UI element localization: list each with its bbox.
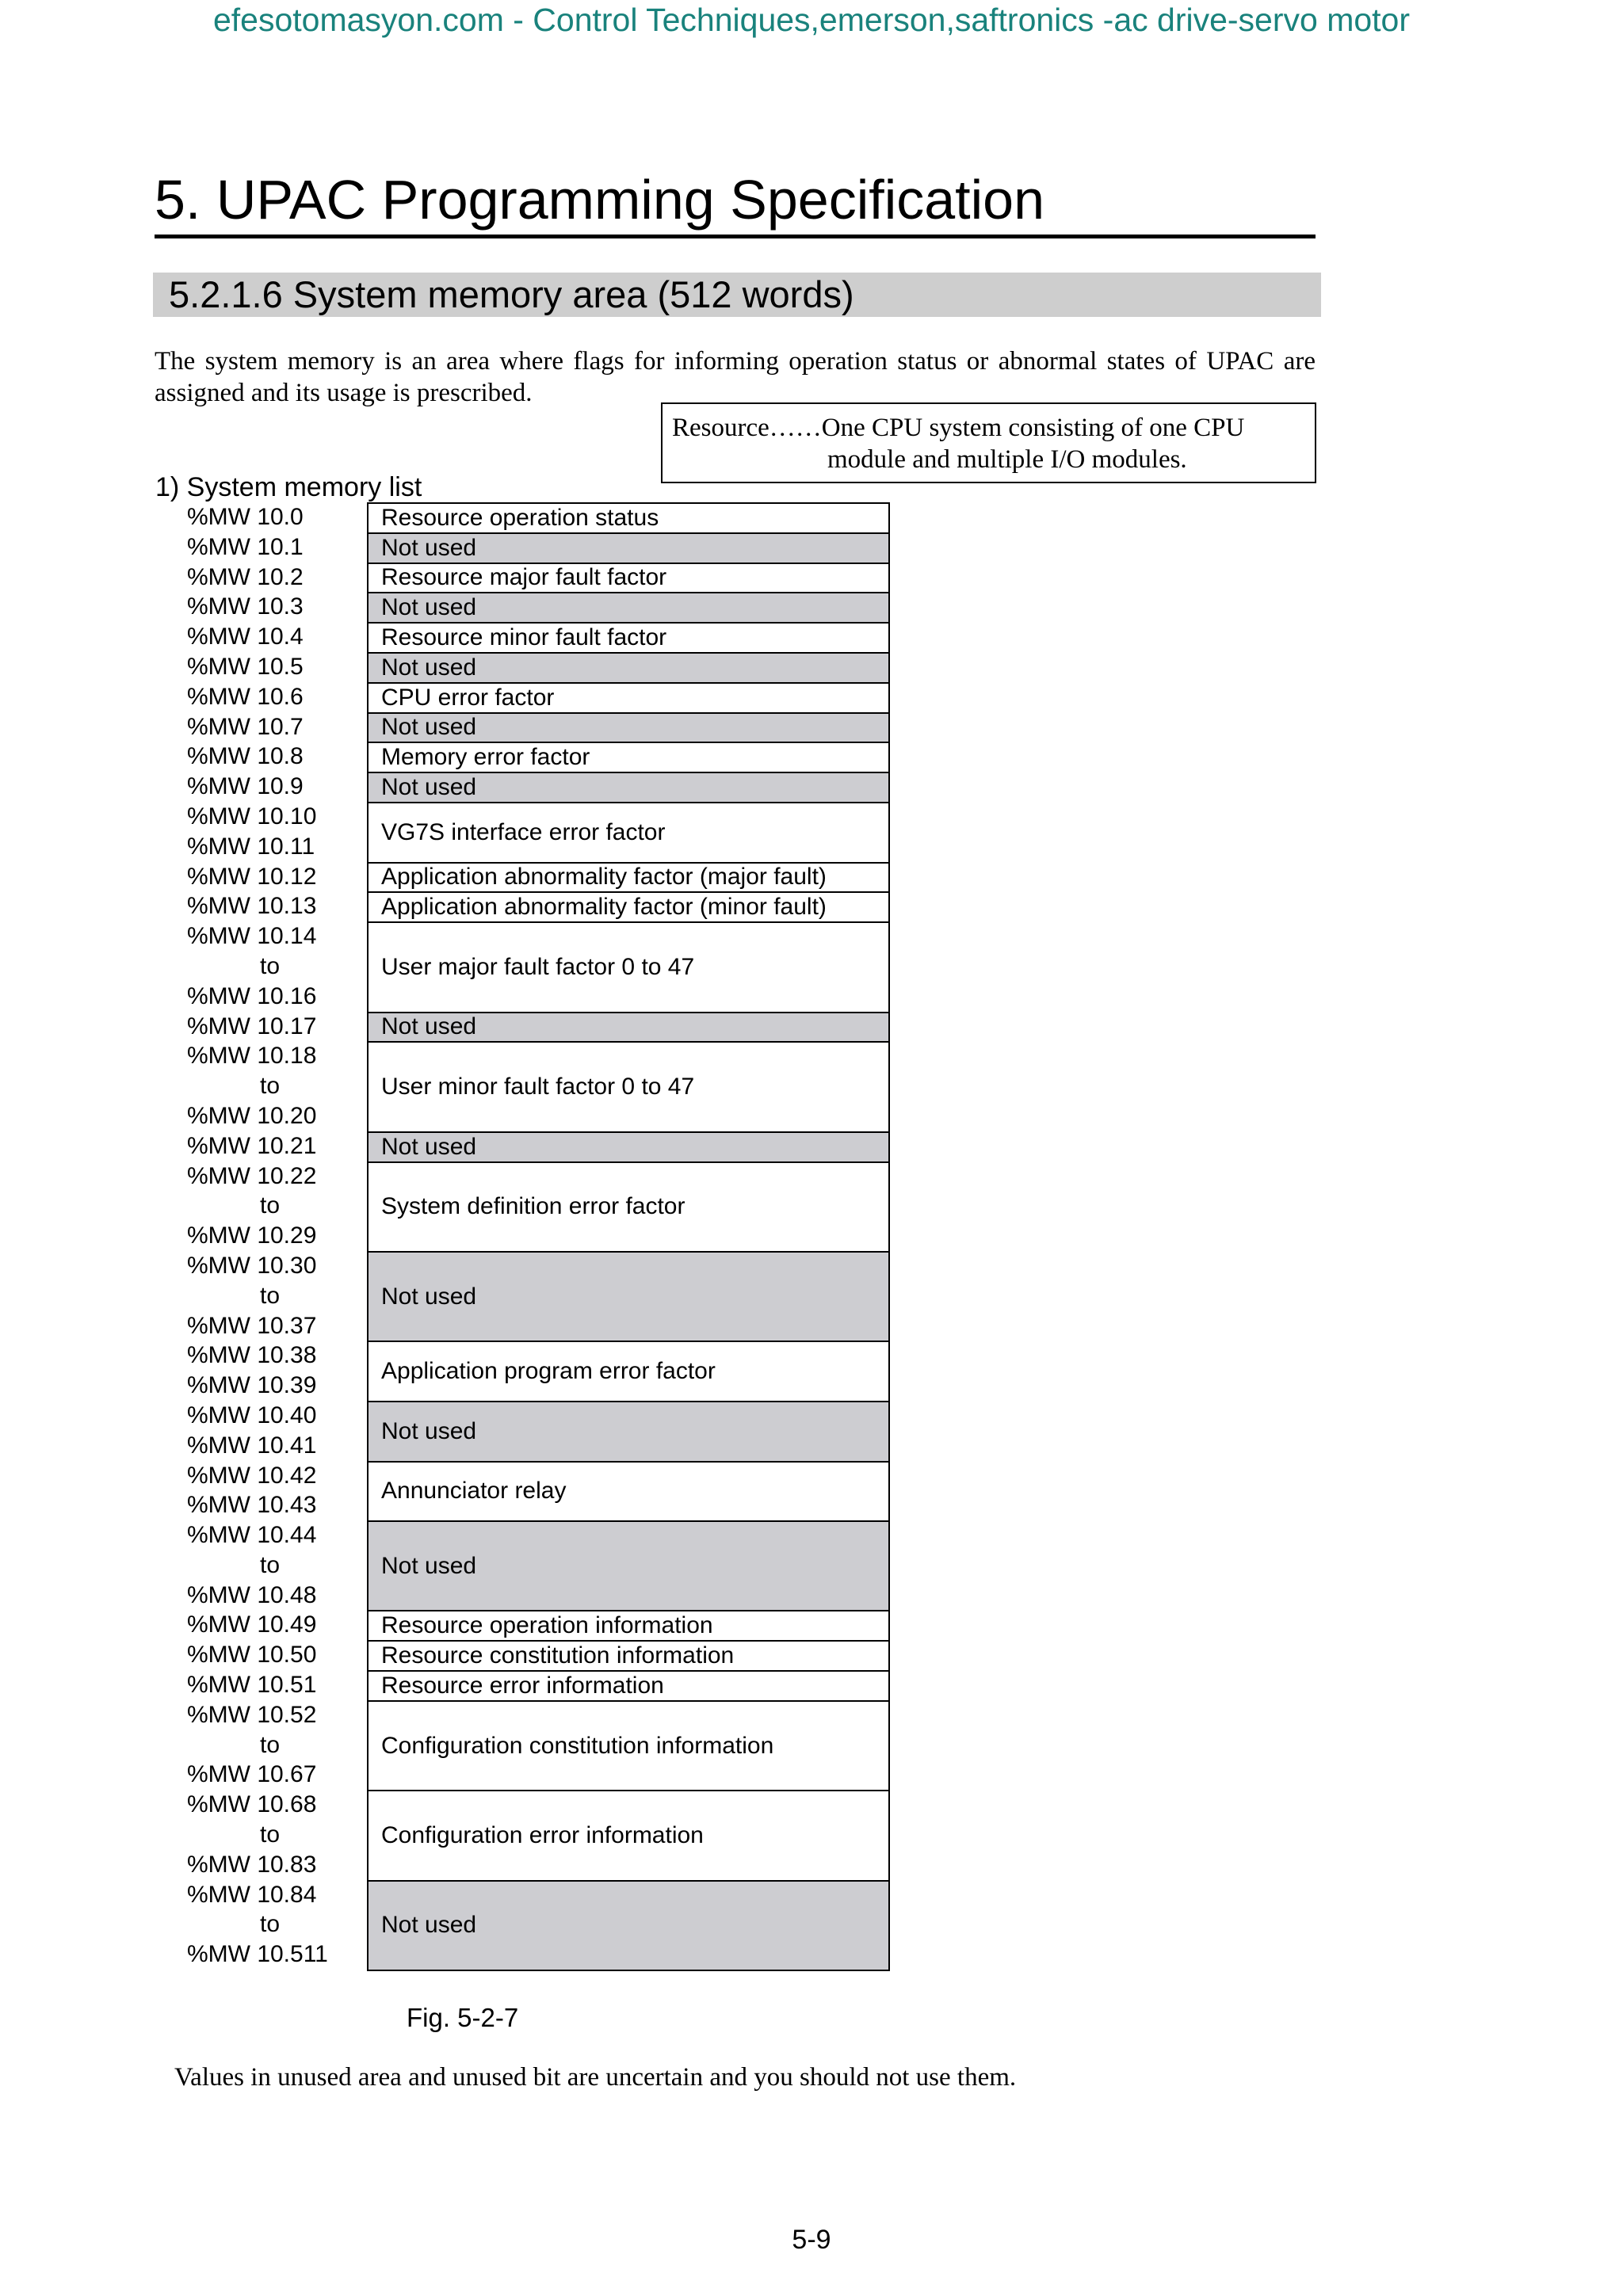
footnote: Values in unused area and unused bit are uncertain and you should not use them. [174, 2063, 1017, 2092]
row-description: Configuration error information [381, 1821, 704, 1848]
table-row-unused [367, 1253, 890, 1342]
address-label: to [260, 1731, 281, 1758]
row-description: Not used [381, 774, 477, 801]
table-row-unused [367, 1882, 890, 1971]
address-label: to [260, 1551, 281, 1578]
address-label: %MW 10.52 [187, 1701, 317, 1728]
row-description: Not used [381, 654, 477, 681]
table-row [367, 684, 890, 714]
address-label: %MW 10.48 [187, 1581, 317, 1608]
address-label: %MW 10.511 [187, 1941, 328, 1968]
table-row [367, 1463, 890, 1523]
table-row-unused [367, 1402, 890, 1463]
address-label: %MW 10.0 [187, 504, 304, 530]
address-label: %MW 10.9 [187, 773, 304, 800]
row-description: Not used [381, 1552, 477, 1579]
section-heading: 5.2.1.6 System memory area (512 words) [153, 273, 1321, 317]
address-label: %MW 10.83 [187, 1851, 317, 1878]
address-label: to [260, 1073, 281, 1100]
row-description: Application abnormality factor (minor fault) [381, 894, 827, 921]
resource-note-box [661, 402, 1316, 483]
address-label: %MW 10.12 [187, 863, 317, 890]
row-description: Not used [381, 1283, 477, 1310]
address-label: %MW 10.6 [187, 683, 304, 710]
address-label: %MW 10.16 [187, 982, 317, 1009]
row-description: VG7S interface error factor [381, 818, 666, 845]
row-description: Not used [381, 1013, 477, 1040]
table-row-unused [367, 1013, 890, 1043]
row-description: Configuration constitution information [381, 1732, 774, 1759]
table-row [367, 1611, 890, 1642]
address-label: %MW 10.38 [187, 1342, 317, 1369]
table-row [367, 1642, 890, 1672]
table-row-unused [367, 593, 890, 624]
address-label: %MW 10.42 [187, 1462, 317, 1489]
row-description: Application abnormality factor (major fault) [381, 864, 827, 891]
address-label: %MW 10.1 [187, 533, 304, 560]
address-label: %MW 10.30 [187, 1252, 317, 1279]
address-label: %MW 10.50 [187, 1642, 317, 1669]
table-row [367, 1791, 890, 1881]
address-label: to [260, 1192, 281, 1219]
address-label: to [260, 1911, 281, 1938]
address-label: %MW 10.10 [187, 803, 317, 830]
row-description: Not used [381, 1417, 477, 1444]
address-label: %MW 10.5 [187, 653, 304, 680]
table-row-unused [367, 654, 890, 684]
row-description: CPU error factor [381, 684, 555, 711]
row-description: Not used [381, 594, 477, 621]
list-heading: 1) System memory list [155, 472, 422, 502]
table-row-unused [367, 1133, 890, 1163]
row-description: System definition error factor [381, 1193, 685, 1220]
address-label: %MW 10.14 [187, 923, 317, 950]
note-line-1: Resource……One CPU system consisting of one CPU [672, 414, 1245, 442]
address-label: %MW 10.29 [187, 1222, 317, 1249]
intro-paragraph: The system memory is an area where flags for informing operation status or abnormal states of UPAC are assigned and its usage is prescribed. [155, 347, 1316, 407]
watermark-header: efesotomasyon.com - Control Techniques,emerson,saftronics -ac drive-servo motor [212, 2, 1411, 38]
address-label: %MW 10.22 [187, 1162, 317, 1189]
chapter-title: 5. UPAC Programming Specification [155, 166, 1316, 238]
table-row [367, 893, 890, 923]
table-row [367, 803, 890, 864]
address-label: %MW 10.43 [187, 1492, 317, 1519]
note-line-2: module and multiple I/O modules. [827, 445, 1187, 474]
row-description: Not used [381, 714, 477, 741]
table-row [367, 504, 890, 534]
address-label: %MW 10.13 [187, 893, 317, 920]
row-description: Memory error factor [381, 744, 590, 771]
address-column [187, 502, 361, 1970]
row-description: Annunciator relay [381, 1478, 567, 1505]
table-row-unused [367, 1522, 890, 1611]
address-label: %MW 10.51 [187, 1672, 317, 1699]
row-description: Resource minor fault factor [381, 624, 667, 651]
table-row-unused [367, 714, 890, 744]
table-row [367, 1163, 890, 1253]
address-label: %MW 10.18 [187, 1043, 317, 1070]
row-description: Not used [381, 1133, 477, 1160]
row-description: Resource constitution information [381, 1642, 735, 1669]
address-label: %MW 10.4 [187, 624, 304, 650]
address-label: %MW 10.21 [187, 1132, 317, 1159]
table-row [367, 1342, 890, 1402]
address-label: %MW 10.7 [187, 713, 304, 740]
address-label: %MW 10.39 [187, 1372, 317, 1399]
address-label: %MW 10.2 [187, 563, 304, 590]
table-row [367, 743, 890, 773]
row-description: Resource operation information [381, 1612, 713, 1639]
table-row [367, 1043, 890, 1132]
row-description: Resource operation status [381, 504, 659, 531]
address-label: to [260, 952, 281, 979]
row-description: Resource major fault factor [381, 564, 667, 591]
address-label: %MW 10.8 [187, 743, 304, 770]
row-description: Application program error factor [381, 1358, 716, 1385]
address-label: %MW 10.40 [187, 1402, 317, 1428]
table-row [367, 624, 890, 654]
row-description: Resource error information [381, 1672, 664, 1699]
address-label: %MW 10.41 [187, 1432, 317, 1459]
address-label: %MW 10.17 [187, 1013, 317, 1039]
row-description: User minor fault factor 0 to 47 [381, 1074, 695, 1100]
table-row [367, 923, 890, 1013]
address-label: %MW 10.3 [187, 593, 304, 620]
address-label: %MW 10.44 [187, 1522, 317, 1549]
table-row [367, 1702, 890, 1791]
table-row [367, 1672, 890, 1702]
table-row-unused [367, 773, 890, 803]
address-label: %MW 10.20 [187, 1102, 317, 1129]
row-description: Not used [381, 1912, 477, 1939]
address-label: %MW 10.11 [187, 833, 315, 860]
address-label: to [260, 1282, 281, 1309]
row-description: User major fault factor 0 to 47 [381, 953, 695, 980]
table-row [367, 864, 890, 894]
page-number: 5-9 [792, 2225, 831, 2255]
memory-table [367, 502, 890, 1971]
address-label: %MW 10.37 [187, 1312, 317, 1339]
address-label: to [260, 1821, 281, 1848]
table-row [367, 564, 890, 594]
row-description: Not used [381, 534, 477, 561]
address-label: %MW 10.68 [187, 1791, 317, 1818]
address-label: %MW 10.84 [187, 1881, 317, 1908]
figure-caption: Fig. 5-2-7 [407, 2003, 519, 2032]
address-label: %MW 10.67 [187, 1761, 317, 1788]
address-label: %MW 10.49 [187, 1611, 317, 1638]
table-row-unused [367, 534, 890, 564]
